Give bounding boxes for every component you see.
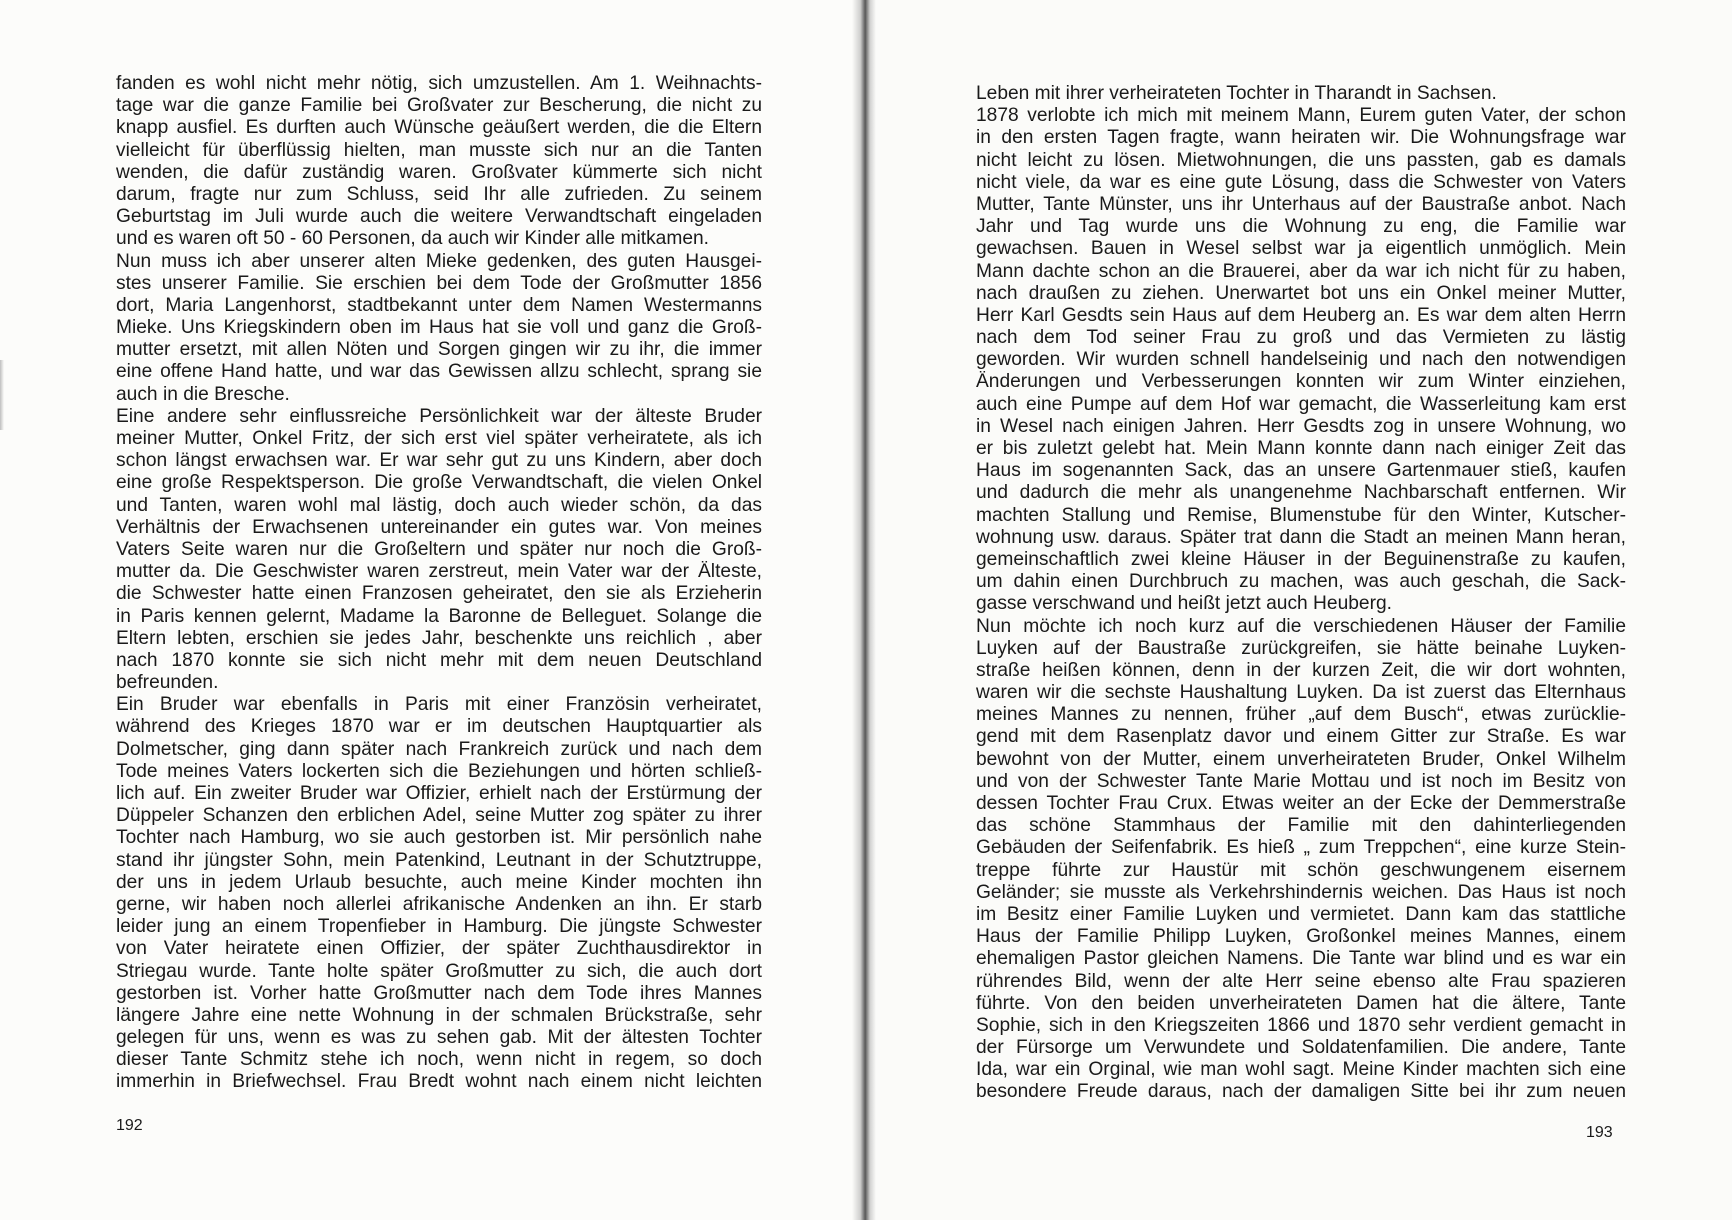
text-line: lich auf. Ein zweiter Bruder war Offizier, erhielt nach der Erstürmung der (116, 783, 762, 804)
text-line: Sophie, sich in den Kriegszeiten 1866 und 1870 sehr verdient gemacht in (976, 1014, 1626, 1036)
text-line: von Vater heiratete einen Offizier, der später Zuchthausdirektor in (116, 938, 762, 960)
text-line: Eine andere sehr einflussreiche Persönlichkeit war der älteste Bruder (116, 405, 762, 427)
text-line: stes unserer Familie. Sie erschien bei dem Tode der Großmutter 1856 (116, 272, 762, 294)
text-line: schon längst erwachsen war. Er war sehr gut zu uns Kindern, aber doch (116, 450, 762, 472)
text-line: rührendes Bild, wenn der alte Herr seine ebenso alte Frau spazieren (976, 970, 1626, 992)
text-line: längere Jahre eine nette Wohnung in der schmalen Brückstraße, sehr (116, 1004, 762, 1026)
text-line: Jahr und Tag wurde uns die Wohnung zu eng, die Familie war (976, 216, 1626, 238)
text-line: meines Mannes zu nennen, früher „auf dem Busch“, etwas zurücklie- (976, 704, 1626, 726)
text-line: darum, fragte nur zum Schluss, seid Ihr alle zufrieden. Zu seinem (116, 183, 762, 205)
text-line: mutter ersetzt, mit allen Nöten und Sorgen gingen wir zu ihr, die immer (116, 339, 762, 361)
text-line: mutter da. Die Geschwister waren zerstreut, mein Vater war der Älteste, (116, 561, 762, 583)
text-line: eine offene Hand hatte, und war das Gewissen allzu schlecht, sprang sie (116, 361, 762, 383)
text-line: besondere Freude daraus, nach der damaligen Sitte bei ihr zum neuen (976, 1081, 1626, 1103)
text-line: Eltern lebten, erschien sie jedes Jahr, beschenkte uns reichlich , aber (116, 627, 762, 649)
text-line: leider jung an einem Tropenfieber in Hamburg. Die jüngste Schwester (116, 916, 762, 938)
text-line: 1878 verlobte ich mich mit meinem Mann, Eurem guten Vater, der schon (976, 105, 1626, 127)
text-line: dessen Tochter Frau Crux. Etwas weiter an der Ecke der Demmerstraße (976, 793, 1626, 814)
text-line: die Schwester hatte einen Franzosen geheiratet, den sie als Erzieherin (116, 583, 762, 605)
text-line: gend mit dem Rasenplatz davor und einem Gitter zur Straße. Es war (976, 726, 1626, 748)
text-line: Geländer; sie musste als Verkehrshindernis weichen. Das Haus ist noch (976, 881, 1626, 903)
text-line: nach 1870 konnte sie sich nicht mehr mit dem neuen Deutschland (116, 649, 762, 671)
text-line: gerne, wir haben noch allerlei afrikanische Andenken an ihn. Er starb (116, 893, 762, 915)
text-line: bewohnt von der Mutter, einem unverheirateten Bruder, Onkel Wilhelm (976, 748, 1626, 770)
text-line: Nun muss ich aber unserer alten Mieke gedenken, des guten Hausgei- (116, 250, 762, 272)
text-line: treppe führte zur Haustür mit schön geschwungenem eisernem (976, 859, 1626, 881)
text-line: vielleicht für überflüssig hielten, man musste sich nur an die Tanten (116, 139, 762, 161)
text-line: nicht leicht zu lösen. Mietwohnungen, die uns passten, gab es damals (976, 149, 1626, 171)
text-line: führte. Von den beiden unverheirateten Damen hat die ältere, Tante (976, 992, 1626, 1014)
text-line: immerhin in Briefwechsel. Frau Bredt wohnt nach einem nicht leichten (116, 1071, 762, 1093)
text-line: wohnung usw. daraus. Später trat dann die Stadt an meinen Mann heran, (976, 526, 1626, 548)
page-number-left: 192 (116, 1117, 143, 1134)
text-line: auch eine Pumpe auf dem Hof war gemacht, die Wasserleitung kam erst (976, 393, 1626, 415)
text-line: nach draußen zu ziehen. Unerwartet bot uns ein Onkel meiner Mutter, (976, 282, 1626, 304)
text-line: nach dem Tod seiner Frau zu groß und das Vermieten zu lästig (976, 327, 1626, 349)
text-line: straße heißen können, denn in der kurzen Zeit, die wir dort wohnten, (976, 659, 1626, 681)
text-line: eine große Respektsperson. Die große Verwandtschaft, die vielen Onkel (116, 472, 762, 494)
text-line: stand ihr jüngster Sohn, mein Patenkind, Leutnant in der Schutztruppe, (116, 849, 762, 871)
text-line: Gebäuden der Seifenfabrik. Es hieß „ zum Treppchen“, eine kurze Stein- (976, 837, 1626, 859)
text-line: in Paris kennen gelernt, Madame la Baronne de Belleguet. Solange die (116, 605, 762, 627)
text-line: gemeinschaftlich zwei kleine Häuser in der Beguinenstraße zu kaufen, (976, 548, 1626, 570)
text-line: er bis zuletzt gelebt hat. Mein Mann konnte dann nach einiger Zeit das (976, 438, 1626, 459)
text-line: geworden. Wir wurden schnell handelseinig und nach den notwendigen (976, 349, 1626, 371)
text-line: Tode meines Vaters lockerten sich die Beziehungen und hörten schließ- (116, 760, 762, 782)
text-line: waren wir die sechste Haushaltung Luyken. Da ist zuerst das Elternhaus (976, 682, 1626, 704)
text-line: Geburtstag im Juli wurde auch die weitere Verwandtschaft eingeladen (116, 206, 762, 228)
text-line: Tochter nach Hamburg, wo sie auch gestorben ist. Mir persönlich nahe (116, 827, 762, 849)
text-line: in Wesel nach einigen Jahren. Herr Gesdts zog in unsere Wohnung, wo (976, 415, 1626, 437)
text-line: befreunden. (116, 672, 219, 694)
text-line: knapp ausfiel. Es durften auch Wünsche geäußert werden, die die Eltern (116, 117, 762, 139)
text-line: Haus der Familie Philipp Luyken, Großonkel meines Mannes, einem (976, 926, 1626, 948)
text-line: während des Krieges 1870 war er im deutschen Hauptquartier als (116, 716, 762, 738)
text-line: Mann dachte schon an die Brauerei, aber da war ich nicht für zu haben, (976, 260, 1626, 282)
book-gutter (852, 0, 876, 1220)
left-page-text (116, 73, 762, 1094)
text-line: Ida, war ein Orginal, wie man wohl sagt. Meine Kinder machten sich eine (976, 1059, 1626, 1081)
text-line: der uns in jedem Urlaub besuchte, auch meine Kinder mochten ihn (116, 871, 762, 893)
text-line: Nun möchte ich noch kurz auf die verschiedenen Häuser der Familie (976, 615, 1626, 637)
text-line: dieser Tante Schmitz stehe ich noch, wenn nicht in regem, so doch (116, 1049, 762, 1071)
right-page (866, 0, 1732, 1220)
text-line: Haus im sogenannten Sack, das an unsere Gartenmauer stieß, kaufen (976, 460, 1626, 482)
text-line: der Fürsorge um Verwundete und Soldatenfamilien. Die andere, Tante (976, 1037, 1626, 1059)
text-line: Vaters Seite waren nur die Großeltern und später nur noch die Groß- (116, 538, 762, 560)
text-line: Ein Bruder war ebenfalls in Paris mit einer Französin verheiratet, (116, 694, 762, 716)
text-line: meiner Mutter, Onkel Fritz, der sich erst viel später verheiratete, als ich (116, 428, 762, 449)
text-line: Verhältnis der Erwachsenen untereinander ein gutes war. Von meines (116, 516, 762, 538)
text-line: und Tanten, waren wohl mal lästig, doch auch wieder schön, da das (116, 494, 762, 516)
text-line: Luyken auf der Baustraße zurückgreifen, sie hätte beinahe Luyken- (976, 637, 1626, 659)
text-line: Mieke. Uns Kriegskindern oben im Haus hat sie voll und ganz die Groß- (116, 317, 762, 339)
right-page-text (976, 83, 1626, 1104)
text-line: ehemaligen Pastor gleichen Namens. Die Tante war blind und es war ein (976, 948, 1626, 970)
text-line: tage war die ganze Familie bei Großvater zur Bescherung, die nicht zu (116, 95, 762, 117)
text-line: Leben mit ihrer verheirateten Tochter in Tharandt in Sachsen. (976, 83, 1497, 104)
text-line: nicht viele, da war es eine gute Lösung, dass die Schwester von Vaters (976, 171, 1626, 193)
text-line: im Besitz einer Familie Luyken und vermietet. Dann kam das stattliche (976, 903, 1626, 925)
text-line: dort, Maria Langenhorst, stadtbekannt unter dem Namen Westermanns (116, 294, 762, 316)
text-line: gewachsen. Bauen in Wesel selbst war ja eigentlich unmöglich. Mein (976, 238, 1626, 260)
text-line: Striegau wurde. Tante holte später Großmutter zu sich, die auch dort (116, 960, 762, 982)
text-line: um dahin einen Durchbruch zu machen, was auch geschah, die Sack- (976, 571, 1626, 593)
text-line: Mutter, Tante Münster, uns ihr Unterhaus auf der Baustraße anbot. Nach (976, 193, 1626, 215)
text-line: und von der Schwester Tante Marie Mottau und ist noch im Besitz von (976, 770, 1626, 792)
text-line: Dolmetscher, ging dann später nach Frankreich zurück und nach dem (116, 738, 762, 760)
text-line: und es waren oft 50 - 60 Personen, da auch wir Kinder alle mitkamen. (116, 228, 710, 250)
text-line: gelegen für uns, wenn es was zu sehen gab. Mit der ältesten Tochter (116, 1027, 762, 1049)
text-line: gestorben ist. Vorher hatte Großmutter nach dem Tode ihres Mannes (116, 982, 762, 1004)
text-line: und dadurch die mehr als unangenehme Nachbarschaft entfernen. Wir (976, 482, 1626, 504)
text-line: wenden, die dafür zuständig waren. Großvater kümmerte sich nicht (116, 161, 762, 183)
text-line: in den ersten Tagen fragte, wann heiraten wir. Die Wohnungsfrage war (976, 127, 1626, 149)
text-line: Herr Karl Gesdts sein Haus auf dem Heuberg an. Es war dem alten Herrn (976, 304, 1626, 326)
text-line: Änderungen und Verbesserungen konnten wir zum Winter einziehen, (976, 371, 1626, 393)
page-edge-shadow (0, 360, 4, 430)
page-number-right: 193 (1586, 1124, 1613, 1141)
text-line: das schöne Stammhaus der Familie mit den dahinterliegenden (976, 815, 1626, 837)
text-line: gasse verschwand und heißt jetzt auch Heuberg. (976, 593, 1392, 615)
text-line: fanden es wohl nicht mehr nötig, sich umzustellen. Am 1. Weihnachts- (116, 73, 762, 94)
text-line: auch in die Bresche. (116, 383, 290, 405)
text-line: machten Stallung und Remise, Blumenstube für den Winter, Kutscher- (976, 504, 1626, 526)
text-line: Düppeler Schanzen den erblichen Adel, seine Mutter zog später zu ihrer (116, 805, 762, 827)
